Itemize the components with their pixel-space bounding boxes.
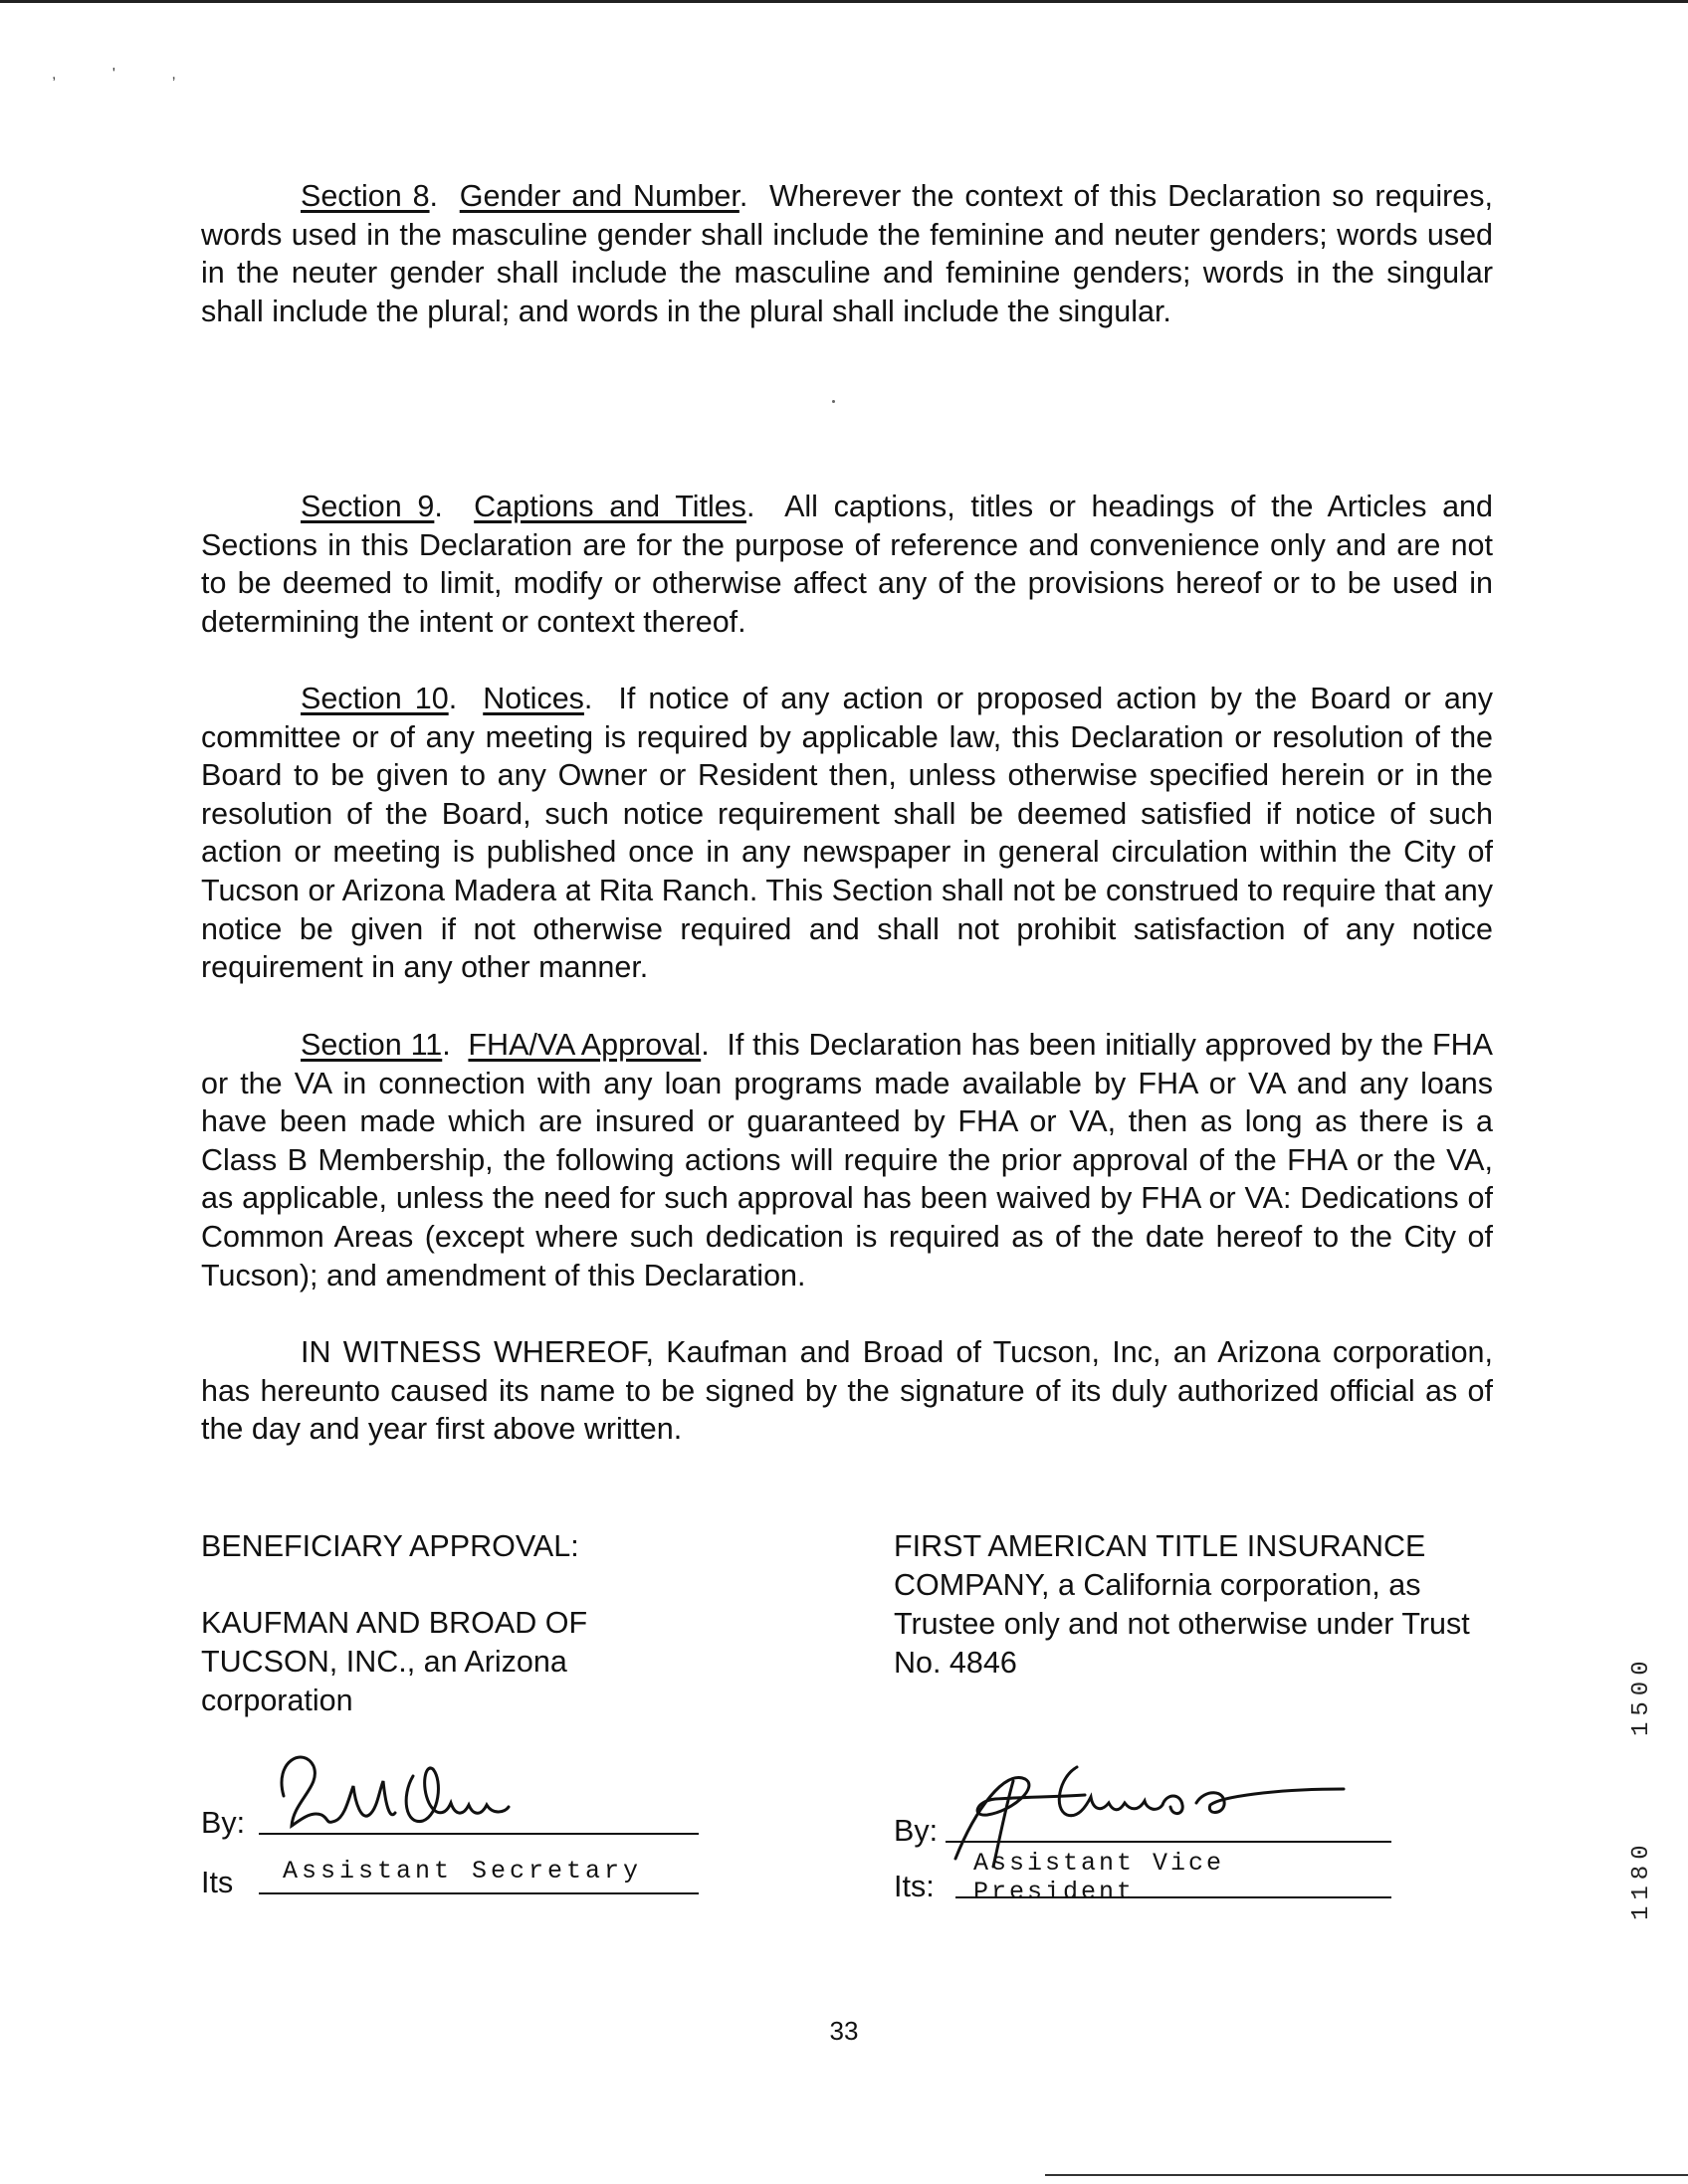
section-11: Section 11. FHA/VA Approval. If this Declaration has been initially approved by the FHA or the VA in connection with any loan programs made available by FHA or VA and any loans have been made which are insured or guaranteed by FHA or VA, then as long as there is a Class B Membership, the following actions will require the prior approval of the FHA or the VA, as applicable, unless the need for such approval has been waived by FHA or VA: Dedications of Common Areas (except where such dedication is required as of the date hereof to the City of Tucson); and amendment of this Declaration. — [201, 1028, 1494, 1292]
section-9-label: Section 9 — [301, 490, 435, 523]
scan-dot — [832, 400, 835, 403]
trustee-party-line-1: FIRST AMERICAN TITLE INSURANCE — [894, 1529, 1426, 1563]
trustee-its-row — [894, 1849, 1391, 1906]
beneficiary-signature — [274, 1741, 513, 1846]
section-10: Section 10. Notices. If notice of any action or proposed action by the Board or any committee or of any meeting is required by applicable law, this Declaration or resolution of the Board to be given to any Owner or Resident then, unless otherwise specified herein or in the resolution of the Board, such notice requirement shall be deemed satisfied if notice of such action or meeting is published once in any newspaper in general circulation within the City of Tucson or Arizona Madera at Rita Ranch. This Section shall not be construed to require that any notice be given if not otherwise required and shall not prohibit satisfaction of any notice requirement in any other manner. — [201, 682, 1493, 985]
beneficiary-title-line — [259, 1892, 699, 1894]
witness-clause — [201, 1333, 1493, 1449]
trustee-title: Assistant Vice President — [973, 1849, 1225, 1906]
beneficiary-its-row — [201, 1853, 699, 1900]
trustee-party-line-2: COMPANY, a California corporation, as — [894, 1568, 1421, 1602]
section-8-title: Gender and Number — [459, 179, 739, 213]
beneficiary-block — [201, 1527, 719, 1720]
section-11-text: If this Declaration has been initially approved by the FHA or the VA in connection with any loan programs made available by FHA or VA and any loans have been made which are insured or guaranteed by FHA or VA, then as long as there is a Class B Membership, the following actions will require the prior approval of the FHA or the VA, as applicable, unless the need for such approval has been waived by FHA or VA: Dedications of Common Areas (except where such dedication is required as of the date hereof to the City of Tucson); and amendment of this Declaration. — [201, 1028, 1494, 1292]
section-8-text: Wherever the context of this Declaration so requires, words used in the masculine gender shall include the feminine and neuter genders; words used in the neuter gender shall include the masculine and feminine genders; words in the singular shall include the plural; and words in the plural shall include the singular. — [201, 179, 1493, 328]
trustee-block — [894, 1527, 1511, 1683]
margin-stamp-number-1: 1500 — [1628, 1655, 1655, 1736]
page-number: 33 — [829, 2016, 859, 2046]
beneficiary-party-line-2: TUCSON, INC., an Arizona — [201, 1645, 567, 1679]
trustee-party-line-4: No. 4846 — [894, 1646, 1017, 1680]
beneficiary-by-label: By: — [201, 1806, 246, 1840]
beneficiary-party-line-1: KAUFMAN AND BROAD OF — [201, 1606, 588, 1640]
section-9: Section 9. Captions and Titles. All captions, titles or headings of the Articles and Sections in this Declaration are for the purpose of reference and convenience only and are not to be deemed to limit, modify or otherwise affect any of the provisions hereof or to be used in determining the intent or context thereof. — [201, 490, 1493, 639]
beneficiary-its-label: Its — [201, 1866, 234, 1899]
scan-specks: , ' , — [52, 66, 202, 83]
section-10-text: If notice of any action or proposed action by the Board or any committee or of any meeting is required by applicable law, this Declaration or resolution of the Board to be given to any Owner or Resident then, unless otherwise specified herein or in the resolution of the Board, such notice requirement shall be deemed satisfied if notice of such action or meeting is published once in any newspaper in general circulation within the City of Tucson or Arizona Madera at Rita Ranch. This Section shall not be construed to require that any notice be given if not otherwise required and shall not prohibit satisfaction of any notice requirement in any other manner. — [201, 682, 1493, 985]
section-9-text: All captions, titles or headings of the Articles and Sections in this Declaration are for the purpose of reference and convenience only and are not to be deemed to limit, modify or otherwise affect any of the provisions hereof or to be used in determining the intent or context thereof. — [201, 490, 1493, 639]
trustee-party-line-3: Trustee only and not otherwise under Trust — [894, 1607, 1470, 1641]
section-11-label: Section 11 — [301, 1028, 443, 1062]
section-8-label: Section 8 — [301, 179, 430, 213]
witness-text: IN WITNESS WHEREOF, Kaufman and Broad of Tucson, Inc, an Arizona corporation, has hereunto caused its name to be signed by the signature of its duly authorized official as of the day and year first above written. — [201, 1335, 1493, 1447]
trustee-by-label: By: — [894, 1814, 939, 1848]
trustee-its-label: Its: — [894, 1870, 935, 1903]
margin-stamp-number-2: 1180 — [1628, 1839, 1655, 1920]
section-11-title: FHA/VA Approval — [468, 1028, 702, 1062]
scan-top-edge — [0, 0, 1688, 3]
section-9-title: Captions and Titles — [474, 490, 746, 523]
section-8: Section 8. Gender and Number. Wherever the context of this Declaration so requires, words used in the masculine gender shall include the feminine and neuter genders; words used in the neuter gender shall include the masculine and feminine genders; words in the singular shall include the plural; and words in the plural shall include the singular. — [201, 179, 1493, 328]
scan-bottom-edge — [1045, 2174, 1688, 2176]
beneficiary-party-line-3: corporation — [201, 1684, 353, 1717]
section-10-title: Notices — [483, 682, 584, 715]
beneficiary-heading: BENEFICIARY APPROVAL: — [201, 1529, 579, 1563]
margin-recording-stamp — [1628, 1562, 1668, 1920]
beneficiary-title: Assistant Secretary — [283, 1857, 643, 1886]
section-10-label: Section 10 — [301, 682, 449, 715]
